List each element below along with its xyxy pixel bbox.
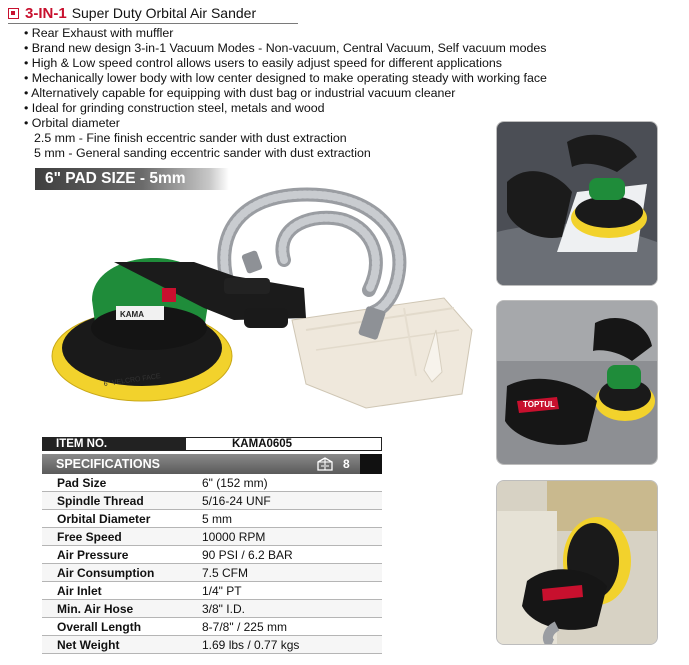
- svg-text:KAMA: KAMA: [120, 310, 144, 319]
- orbital-option: 5 mm - General sanding eccentric sander with dust extraction: [34, 146, 371, 160]
- spec-value: 3/8" I.D.: [202, 602, 245, 616]
- feature-item: • Mechanically lower body with low center designed to make operating steady with working face: [24, 71, 547, 86]
- spec-value: 1.69 lbs / 0.77 kgs: [202, 638, 300, 652]
- spec-name: Air Pressure: [57, 548, 129, 562]
- package-box-icon: [316, 456, 334, 472]
- spec-row: [42, 474, 382, 492]
- spec-value: 7.5 CFM: [202, 566, 249, 580]
- spec-name: Net Weight: [57, 638, 120, 652]
- item-number-row: [42, 437, 382, 451]
- photo-sanding-with-hose: [496, 480, 658, 645]
- item-number-value: KAMA0605: [185, 437, 382, 451]
- spec-name: Min. Air Hose: [57, 602, 134, 616]
- specifications-table: [42, 474, 382, 654]
- spec-name: Air Inlet: [57, 584, 102, 598]
- orbital-option: 2.5 mm - Fine finish eccentric sander with dust extraction: [34, 131, 347, 145]
- spec-value: 6" (152 mm): [202, 476, 268, 490]
- product-title: [8, 4, 256, 22]
- specifications-title: SPECIFICATIONS: [56, 457, 160, 471]
- title-text: Super Duty Orbital Air Sander: [71, 5, 257, 21]
- package-count: 8: [343, 457, 350, 471]
- photo-gloved-sanding: [496, 300, 658, 465]
- title-bullet-icon: [8, 8, 19, 19]
- spec-row: [42, 582, 382, 600]
- spec-value: 8-7/8" / 225 mm: [202, 620, 287, 634]
- spec-row: [42, 564, 382, 582]
- feature-item: • Orbital diameter: [24, 116, 547, 131]
- spec-row: [42, 492, 382, 510]
- header-end-cap: [360, 454, 382, 474]
- sander-body-illustration: [91, 258, 306, 350]
- spec-row: [42, 618, 382, 636]
- feature-item: • Ideal for grinding construction steel, metals and wood: [24, 101, 547, 116]
- spec-value: 5 mm: [202, 512, 232, 526]
- spec-row: [42, 600, 382, 618]
- spec-value: 5/16-24 UNF: [202, 494, 271, 508]
- feature-item: • Rear Exhaust with muffler: [24, 26, 547, 41]
- spec-row: [42, 546, 382, 564]
- spec-name: Air Consumption: [57, 566, 155, 580]
- item-number-label: ITEM NO.: [42, 437, 185, 451]
- spec-value: 1/4" PT: [202, 584, 242, 598]
- spec-name: Overall Length: [57, 620, 142, 634]
- spec-name: Free Speed: [57, 530, 122, 544]
- pad-size-text: 6" PAD SIZE - 5mm: [45, 170, 186, 187]
- specifications-header: [42, 454, 382, 474]
- spec-name: Orbital Diameter: [57, 512, 151, 526]
- spec-row: [42, 510, 382, 528]
- feature-list: [24, 26, 547, 161]
- spec-value: 10000 RPM: [202, 530, 266, 544]
- svg-text:6" VELCRO FACE: 6" VELCRO FACE: [103, 373, 162, 388]
- feature-item: • High & Low speed control allows users to easily adjust speed for different applications: [24, 56, 547, 71]
- spec-name: Spindle Thread: [57, 494, 144, 508]
- title-prefix: 3-IN-1: [25, 4, 67, 22]
- feature-item: • Brand new design 3-in-1 Vacuum Modes - Non-vacuum, Central Vacuum, Self vacuum modes: [24, 41, 547, 56]
- photo-sanding-car-panel: [496, 121, 658, 286]
- product-image: [44, 180, 484, 420]
- spec-row: [42, 636, 382, 654]
- svg-text:TOPTUL: TOPTUL: [523, 400, 555, 409]
- spec-row: [42, 528, 382, 546]
- spec-name: Pad Size: [57, 476, 107, 490]
- title-divider: [8, 23, 298, 24]
- feature-item: • Alternatively capable for equipping with dust bag or industrial vacuum cleaner: [24, 86, 547, 101]
- spec-value: 90 PSI / 6.2 BAR: [202, 548, 293, 562]
